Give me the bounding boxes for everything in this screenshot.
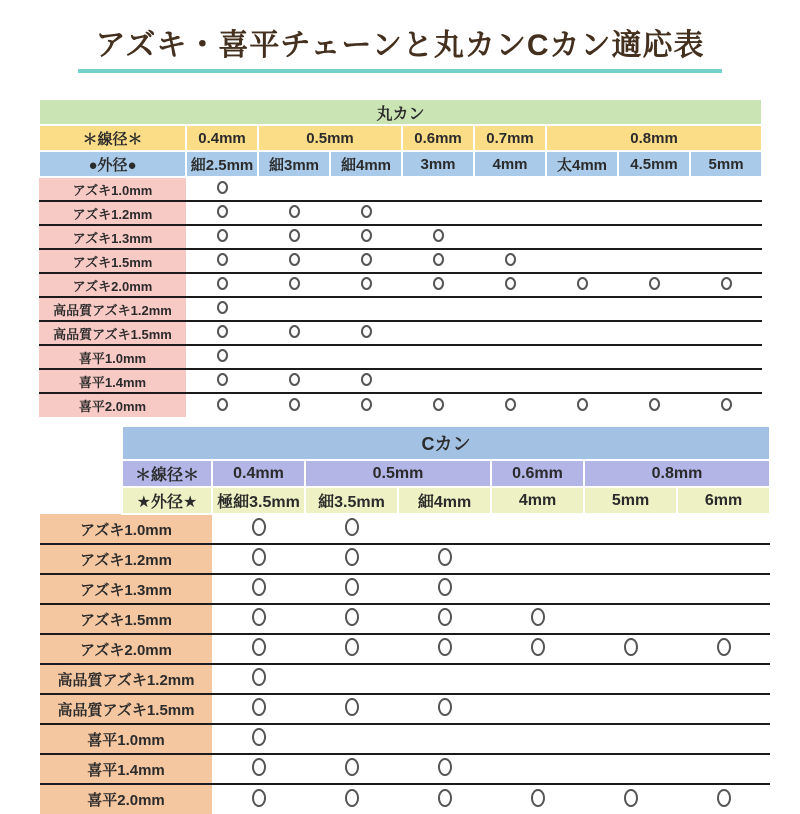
- chain-row: [39, 273, 762, 297]
- compatible-circle-icon: [438, 638, 452, 656]
- compatible-circle-icon: [217, 229, 228, 242]
- compatible-circle-icon: [345, 578, 359, 596]
- compat-cell: [212, 694, 305, 724]
- compat-cell: [474, 393, 546, 417]
- compatible-circle-icon: [433, 277, 444, 290]
- wire-diameter-value: 0.6mm: [402, 125, 474, 151]
- compat-cell: [398, 754, 491, 784]
- compatible-circle-icon: [433, 398, 444, 411]
- compat-cell: [584, 664, 677, 694]
- ckan-wire-row: [40, 460, 770, 487]
- compatible-circle-icon: [438, 578, 452, 596]
- compat-cell: [690, 225, 762, 249]
- compat-cell: [402, 225, 474, 249]
- compat-cell: [491, 694, 584, 724]
- compatible-circle-icon: [252, 578, 266, 596]
- compat-cell: [402, 345, 474, 369]
- compat-cell: [212, 604, 305, 634]
- compat-cell: [677, 544, 770, 574]
- compat-cell: [330, 249, 402, 273]
- ckan-outer-row: [40, 487, 770, 514]
- compatible-circle-icon: [624, 638, 638, 656]
- compatible-circle-icon: [345, 758, 359, 776]
- compatible-circle-icon: [252, 668, 266, 686]
- compat-cell: [546, 201, 618, 225]
- compat-cell: [330, 393, 402, 417]
- compat-cell: [305, 754, 398, 784]
- compat-cell: [618, 321, 690, 345]
- compat-cell: [677, 634, 770, 664]
- compat-cell: [546, 393, 618, 417]
- chain-label: アズキ1.3mm: [40, 574, 212, 604]
- compat-cell: [186, 369, 258, 393]
- compatible-circle-icon: [289, 205, 300, 218]
- compat-cell: [677, 664, 770, 694]
- compat-cell: [584, 784, 677, 814]
- compat-cell: [258, 225, 330, 249]
- compatible-circle-icon: [217, 181, 228, 194]
- outer-diameter-value: 細4mm: [398, 487, 491, 514]
- compat-cell: [584, 724, 677, 754]
- compat-cell: [330, 321, 402, 345]
- compat-cell: [402, 393, 474, 417]
- compat-cell: [491, 544, 584, 574]
- compat-cell: [398, 574, 491, 604]
- wire-diameter-value: 0.6mm: [491, 460, 584, 487]
- compat-cell: [305, 514, 398, 544]
- compatible-circle-icon: [217, 325, 228, 338]
- compat-cell: [212, 724, 305, 754]
- chain-row: [40, 574, 770, 604]
- compat-cell: [546, 273, 618, 297]
- compat-cell: [212, 634, 305, 664]
- compatible-circle-icon: [505, 277, 516, 290]
- compatible-circle-icon: [361, 373, 372, 386]
- compat-cell: [212, 514, 305, 544]
- chain-row: [39, 393, 762, 417]
- compat-cell: [186, 177, 258, 201]
- outer-diameter-value: 4mm: [491, 487, 584, 514]
- compatible-circle-icon: [289, 229, 300, 242]
- compat-cell: [212, 664, 305, 694]
- wire-diameter-label: ＊線径＊: [122, 460, 212, 487]
- compat-cell: [305, 694, 398, 724]
- compat-cell: [186, 393, 258, 417]
- compat-cell: [258, 345, 330, 369]
- compat-cell: [258, 369, 330, 393]
- chain-label: 喜平2.0mm: [40, 784, 212, 814]
- compatible-circle-icon: [252, 518, 266, 536]
- compat-cell: [491, 754, 584, 784]
- compat-cell: [618, 393, 690, 417]
- compatible-circle-icon: [217, 253, 228, 266]
- chain-label: アズキ1.3mm: [39, 225, 186, 249]
- compat-cell: [258, 393, 330, 417]
- compatible-circle-icon: [361, 325, 372, 338]
- chain-row: [39, 201, 762, 225]
- compat-cell: [491, 664, 584, 694]
- compat-cell: [330, 225, 402, 249]
- compat-cell: [330, 177, 402, 201]
- compat-cell: [677, 694, 770, 724]
- compatible-circle-icon: [361, 277, 372, 290]
- compat-cell: [690, 297, 762, 321]
- outer-diameter-value: 6mm: [677, 487, 770, 514]
- compat-cell: [186, 321, 258, 345]
- outer-diameter-value: 3mm: [402, 151, 474, 177]
- compatible-circle-icon: [345, 548, 359, 566]
- chain-row: [40, 694, 770, 724]
- compat-cell: [398, 514, 491, 544]
- compat-cell: [305, 574, 398, 604]
- chain-row: [40, 634, 770, 664]
- chain-label: 高品質アズキ1.2mm: [40, 664, 212, 694]
- chain-row: [40, 784, 770, 814]
- compat-cell: [258, 297, 330, 321]
- compat-cell: [474, 177, 546, 201]
- chain-row: [39, 225, 762, 249]
- compatible-circle-icon: [217, 398, 228, 411]
- compatible-circle-icon: [217, 373, 228, 386]
- chain-row: [40, 514, 770, 544]
- chain-label: アズキ1.5mm: [40, 604, 212, 634]
- compat-cell: [474, 201, 546, 225]
- compat-cell: [584, 754, 677, 784]
- compat-cell: [546, 369, 618, 393]
- compat-cell: [677, 574, 770, 604]
- compatible-circle-icon: [438, 758, 452, 776]
- compat-cell: [305, 604, 398, 634]
- outer-diameter-value: 太4mm: [546, 151, 618, 177]
- wire-diameter-value: 0.5mm: [258, 125, 402, 151]
- chain-label: アズキ1.2mm: [39, 201, 186, 225]
- chain-label: アズキ1.5mm: [39, 249, 186, 273]
- outer-diameter-value: 4mm: [474, 151, 546, 177]
- chain-label: 喜平2.0mm: [39, 393, 186, 417]
- chain-row: [39, 297, 762, 321]
- wire-diameter-value: 0.4mm: [212, 460, 305, 487]
- compat-cell: [305, 634, 398, 664]
- compatible-circle-icon: [438, 608, 452, 626]
- compat-cell: [584, 574, 677, 604]
- compatible-circle-icon: [505, 398, 516, 411]
- compat-cell: [491, 784, 584, 814]
- chain-label: 高品質アズキ1.5mm: [39, 321, 186, 345]
- compat-cell: [258, 201, 330, 225]
- chain-label: アズキ2.0mm: [39, 273, 186, 297]
- compat-cell: [305, 724, 398, 754]
- compat-cell: [258, 177, 330, 201]
- compat-cell: [677, 514, 770, 544]
- compatible-circle-icon: [361, 398, 372, 411]
- compatible-circle-icon: [252, 758, 266, 776]
- compat-cell: [690, 393, 762, 417]
- wire-diameter-value: 0.4mm: [186, 125, 258, 151]
- compat-cell: [402, 273, 474, 297]
- ckan-name-row: [40, 426, 770, 460]
- compat-cell: [584, 544, 677, 574]
- compat-cell: [546, 345, 618, 369]
- compat-cell: [186, 201, 258, 225]
- compat-cell: [474, 225, 546, 249]
- outer-diameter-value: 極細3.5mm: [212, 487, 305, 514]
- compat-cell: [212, 574, 305, 604]
- compat-cell: [618, 273, 690, 297]
- compat-cell: [305, 784, 398, 814]
- compat-cell: [618, 297, 690, 321]
- compatible-circle-icon: [531, 608, 545, 626]
- chain-row: [40, 664, 770, 694]
- marukan-outer-row: [39, 151, 762, 177]
- compat-cell: [677, 754, 770, 784]
- compat-cell: [402, 201, 474, 225]
- compat-cell: [402, 177, 474, 201]
- compatible-circle-icon: [649, 398, 660, 411]
- compatible-circle-icon: [361, 229, 372, 242]
- chain-label: アズキ1.0mm: [39, 177, 186, 201]
- spacer-cell: [40, 460, 122, 487]
- outer-diameter-value: 5mm: [584, 487, 677, 514]
- compatible-circle-icon: [252, 728, 266, 746]
- compatible-circle-icon: [252, 789, 266, 807]
- outer-diameter-value: 細3.5mm: [305, 487, 398, 514]
- compat-cell: [618, 225, 690, 249]
- chain-label: 喜平1.4mm: [40, 754, 212, 784]
- compat-cell: [491, 634, 584, 664]
- compatible-circle-icon: [252, 638, 266, 656]
- ckan-table: [40, 425, 771, 814]
- chain-row: [40, 754, 770, 784]
- compatible-circle-icon: [252, 608, 266, 626]
- compat-cell: [330, 297, 402, 321]
- compatible-circle-icon: [531, 638, 545, 656]
- compatible-circle-icon: [505, 253, 516, 266]
- marukan-table-title: 丸カン: [39, 99, 762, 125]
- spacer-cell: [40, 426, 122, 460]
- compat-cell: [186, 297, 258, 321]
- compatible-circle-icon: [721, 277, 732, 290]
- compat-cell: [584, 604, 677, 634]
- marukan-table: [38, 98, 763, 417]
- compat-cell: [398, 724, 491, 754]
- compat-cell: [330, 369, 402, 393]
- compat-cell: [186, 345, 258, 369]
- chain-row: [40, 544, 770, 574]
- chain-label: アズキ2.0mm: [40, 634, 212, 664]
- chain-label: 高品質アズキ1.2mm: [39, 297, 186, 321]
- spacer-cell: [40, 487, 122, 514]
- compat-cell: [690, 201, 762, 225]
- compatible-circle-icon: [717, 789, 731, 807]
- chain-row: [40, 724, 770, 754]
- compatible-circle-icon: [289, 398, 300, 411]
- outer-diameter-value: 4.5mm: [618, 151, 690, 177]
- compat-cell: [690, 177, 762, 201]
- wire-diameter-value: 0.8mm: [584, 460, 770, 487]
- compat-cell: [305, 664, 398, 694]
- compat-cell: [186, 273, 258, 297]
- compat-cell: [690, 249, 762, 273]
- compatible-circle-icon: [361, 253, 372, 266]
- compat-cell: [186, 225, 258, 249]
- compat-cell: [398, 604, 491, 634]
- compat-cell: [398, 634, 491, 664]
- chain-label: アズキ1.0mm: [40, 514, 212, 544]
- compat-cell: [546, 177, 618, 201]
- compatible-circle-icon: [438, 548, 452, 566]
- compatible-circle-icon: [289, 277, 300, 290]
- compat-cell: [330, 273, 402, 297]
- compatible-circle-icon: [345, 638, 359, 656]
- title-wrap: [0, 0, 800, 73]
- compat-cell: [186, 249, 258, 273]
- compatible-circle-icon: [217, 301, 228, 314]
- compat-cell: [258, 321, 330, 345]
- compat-cell: [212, 544, 305, 574]
- marukan-wire-row: [39, 125, 762, 151]
- compat-cell: [474, 321, 546, 345]
- compat-cell: [491, 574, 584, 604]
- wire-diameter-value: 0.5mm: [305, 460, 491, 487]
- wire-diameter-value: 0.7mm: [474, 125, 546, 151]
- compat-cell: [677, 604, 770, 634]
- chain-row: [39, 345, 762, 369]
- chain-label: 喜平1.0mm: [40, 724, 212, 754]
- compat-cell: [690, 273, 762, 297]
- compat-cell: [398, 694, 491, 724]
- compatible-circle-icon: [289, 253, 300, 266]
- compat-cell: [546, 225, 618, 249]
- compat-cell: [690, 345, 762, 369]
- compat-cell: [474, 345, 546, 369]
- compat-cell: [258, 273, 330, 297]
- compat-cell: [618, 249, 690, 273]
- compatible-circle-icon: [361, 205, 372, 218]
- compat-cell: [330, 345, 402, 369]
- compat-cell: [690, 369, 762, 393]
- compat-cell: [398, 784, 491, 814]
- compat-cell: [398, 544, 491, 574]
- compat-cell: [618, 201, 690, 225]
- compatible-circle-icon: [345, 608, 359, 626]
- compatible-circle-icon: [717, 638, 731, 656]
- page-title: アズキ・喜平チェーンと丸カンCカン適応表: [78, 20, 723, 73]
- compat-cell: [491, 514, 584, 544]
- compatible-circle-icon: [433, 253, 444, 266]
- outer-diameter-value: 5mm: [690, 151, 762, 177]
- compatible-circle-icon: [345, 698, 359, 716]
- compatible-circle-icon: [252, 698, 266, 716]
- marukan-name-row: [39, 99, 762, 125]
- compat-cell: [402, 321, 474, 345]
- compat-cell: [305, 544, 398, 574]
- compatible-circle-icon: [438, 698, 452, 716]
- compat-cell: [474, 249, 546, 273]
- compat-cell: [618, 177, 690, 201]
- compatible-circle-icon: [252, 548, 266, 566]
- compatible-circle-icon: [438, 789, 452, 807]
- compat-cell: [618, 369, 690, 393]
- compatible-circle-icon: [345, 518, 359, 536]
- compat-cell: [491, 724, 584, 754]
- compatible-circle-icon: [217, 349, 228, 362]
- compat-cell: [618, 345, 690, 369]
- compat-cell: [546, 321, 618, 345]
- compat-cell: [398, 664, 491, 694]
- compatible-circle-icon: [217, 205, 228, 218]
- compat-cell: [546, 249, 618, 273]
- compatible-circle-icon: [289, 373, 300, 386]
- compatible-circle-icon: [577, 277, 588, 290]
- chain-row: [39, 321, 762, 345]
- chain-row: [39, 369, 762, 393]
- compat-cell: [402, 369, 474, 393]
- compat-cell: [212, 784, 305, 814]
- outer-diameter-value: 細4mm: [330, 151, 402, 177]
- compat-cell: [677, 784, 770, 814]
- compatible-circle-icon: [217, 277, 228, 290]
- compat-cell: [258, 249, 330, 273]
- compat-cell: [546, 297, 618, 321]
- compat-cell: [474, 297, 546, 321]
- chain-row: [39, 249, 762, 273]
- chain-label: アズキ1.2mm: [40, 544, 212, 574]
- compatible-circle-icon: [649, 277, 660, 290]
- compat-cell: [584, 514, 677, 544]
- chain-label: 喜平1.4mm: [39, 369, 186, 393]
- compat-cell: [402, 297, 474, 321]
- outer-diameter-value: 細2.5mm: [186, 151, 258, 177]
- compatible-circle-icon: [531, 789, 545, 807]
- compat-cell: [584, 634, 677, 664]
- chain-label: 喜平1.0mm: [39, 345, 186, 369]
- outer-diameter-label: ●外径●: [39, 151, 186, 177]
- compatible-circle-icon: [721, 398, 732, 411]
- ckan-table-title: Cカン: [122, 426, 770, 460]
- compat-cell: [491, 604, 584, 634]
- compat-cell: [212, 754, 305, 784]
- compatible-circle-icon: [289, 325, 300, 338]
- compatible-circle-icon: [345, 789, 359, 807]
- compatible-circle-icon: [624, 789, 638, 807]
- chain-row: [40, 604, 770, 634]
- wire-diameter-label: ＊線径＊: [39, 125, 186, 151]
- compat-cell: [690, 321, 762, 345]
- compat-cell: [677, 724, 770, 754]
- chain-row: [39, 177, 762, 201]
- compat-cell: [474, 273, 546, 297]
- compat-cell: [474, 369, 546, 393]
- compatible-circle-icon: [577, 398, 588, 411]
- compat-cell: [402, 249, 474, 273]
- chain-label: 高品質アズキ1.5mm: [40, 694, 212, 724]
- outer-diameter-label: ★外径★: [122, 487, 212, 514]
- compatible-circle-icon: [433, 229, 444, 242]
- compat-cell: [584, 694, 677, 724]
- wire-diameter-value: 0.8mm: [546, 125, 762, 151]
- outer-diameter-value: 細3mm: [258, 151, 330, 177]
- compat-cell: [330, 201, 402, 225]
